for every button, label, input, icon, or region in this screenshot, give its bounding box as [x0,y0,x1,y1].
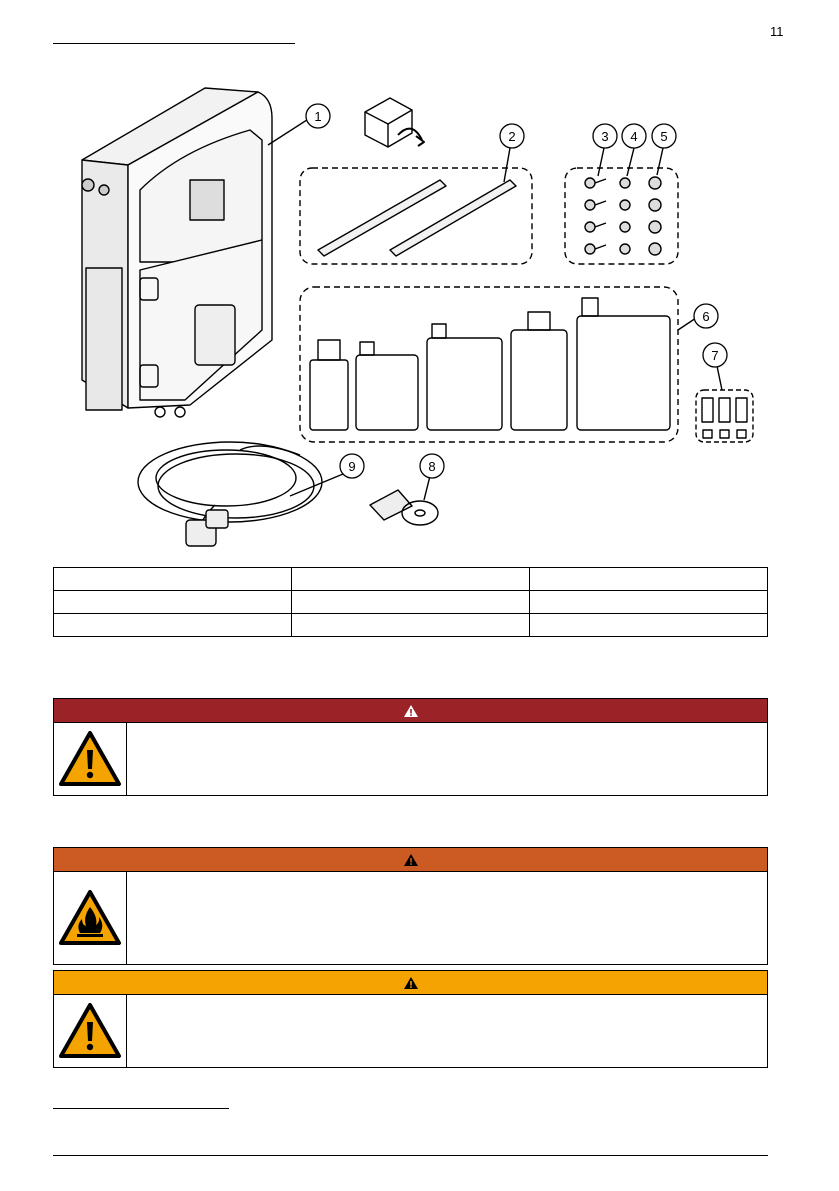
footnote-rule [53,1108,229,1109]
svg-text:2: 2 [508,129,516,144]
warning-band [54,848,767,872]
exclamation-warning-icon [58,730,122,788]
product-components-figure [53,82,773,560]
exclamation-warning-icon [58,1002,122,1060]
table-cell [54,614,292,637]
svg-text:6: 6 [702,309,710,324]
warning-notice [53,847,768,965]
callout-7 [703,343,727,367]
svg-text:7: 7 [711,348,719,363]
table-cell [292,591,530,614]
footer-rule [53,1155,768,1156]
table-cell [530,568,768,591]
hazard-text [127,995,767,1067]
table-row [54,568,768,591]
table-cell [292,614,530,637]
callout-6 [694,304,718,328]
callout-9 [340,454,364,478]
table-cell [530,614,768,637]
hazard-text [127,723,767,795]
hazard-icon-cell [54,995,127,1067]
table-cell [292,568,530,591]
svg-text:5: 5 [660,129,668,144]
callout-8 [420,454,444,478]
analyzer-enclosure [82,88,272,417]
table-row [54,591,768,614]
warning-triangle-icon [403,976,419,990]
svg-text:8: 8 [428,459,436,474]
danger-notice [53,698,768,796]
callout-2 [500,124,524,148]
section-title-rule [53,43,295,44]
flammable-fire-icon [58,889,122,947]
hazard-icon-cell [54,872,127,964]
caution-band [54,971,767,995]
hazard-text [127,872,767,964]
table-cell [54,568,292,591]
table-row [54,614,768,637]
hazard-icon-cell [54,723,127,795]
svg-text:1: 1 [314,109,322,124]
callout-4 [622,124,646,148]
key [370,490,438,525]
svg-text:4: 4 [630,129,638,144]
danger-band [54,699,767,723]
table-cell [530,591,768,614]
page-number: 11 [770,24,784,39]
warning-triangle-icon [403,853,419,867]
screws-nuts-washers [585,177,661,255]
warning-triangle-icon [403,704,419,718]
tube-fittings [702,398,747,438]
svg-text:3: 3 [601,129,609,144]
callout-3 [593,124,617,148]
mounting-brackets [318,180,516,256]
svg-text:9: 9 [348,459,356,474]
caution-notice [53,970,768,1068]
figure-legend-table [53,567,768,637]
callout-5 [652,124,676,148]
box-icon [365,98,424,147]
reagent-bottles [310,298,670,430]
table-cell [54,591,292,614]
callout-1 [306,104,330,128]
